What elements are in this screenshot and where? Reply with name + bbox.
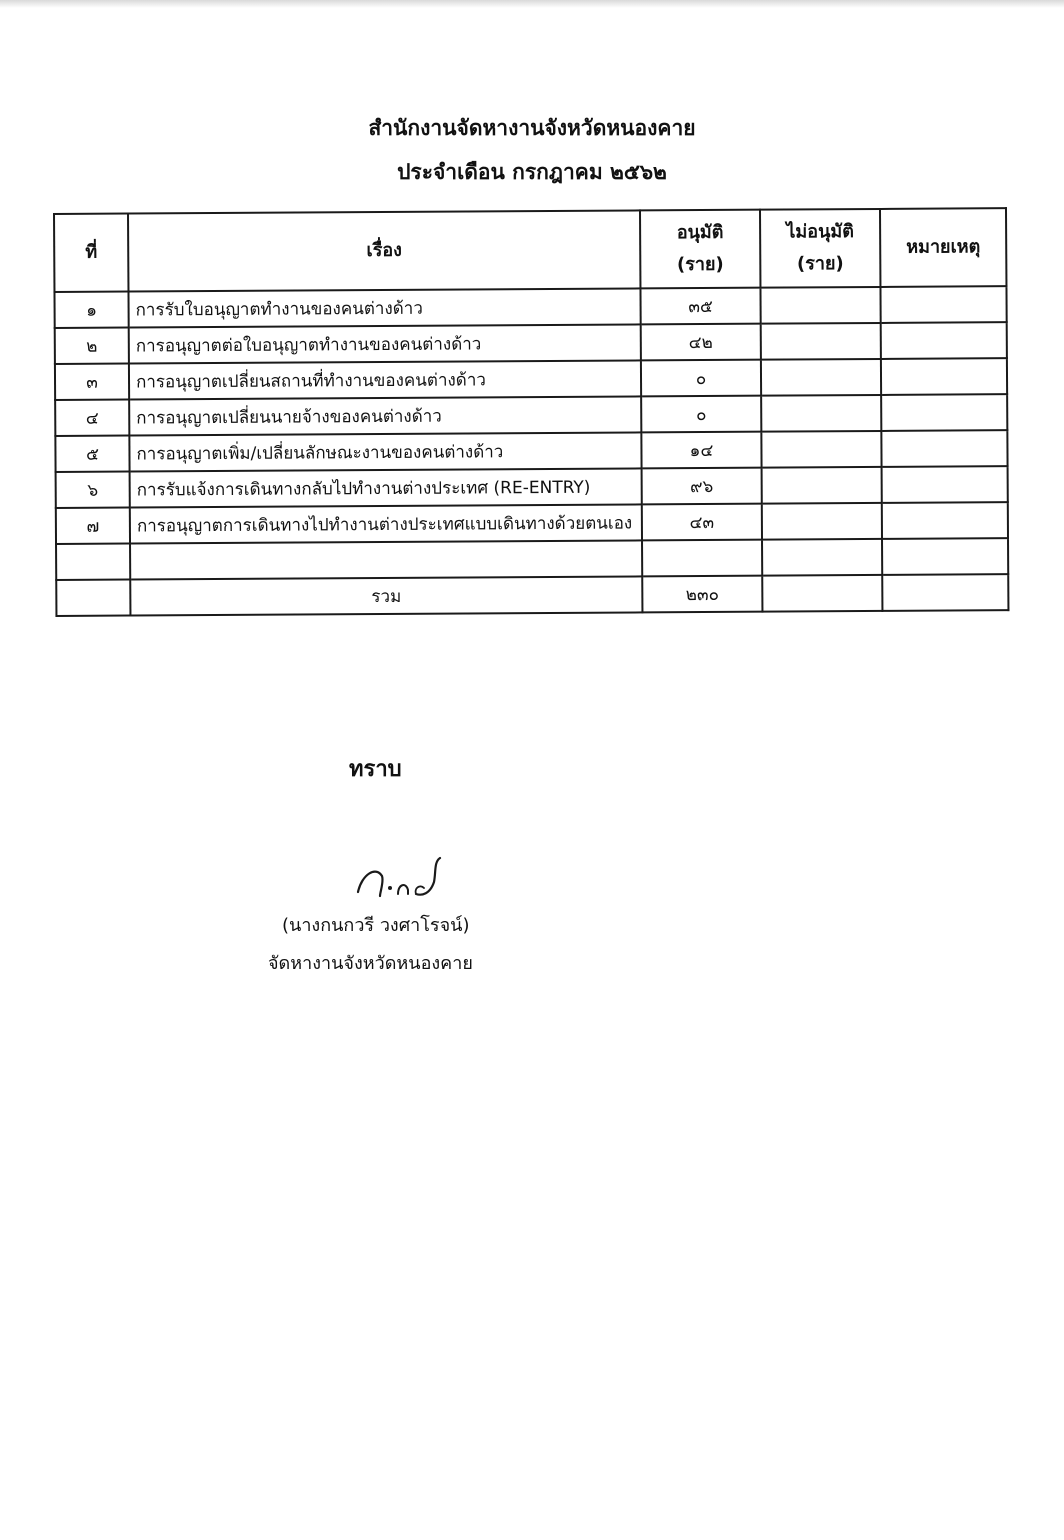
table-row — [56, 538, 1008, 580]
row-not-approved — [762, 467, 882, 504]
row-number: ๒ — [55, 328, 129, 364]
table-total-row — [56, 574, 1008, 616]
row-number: ๔ — [55, 400, 129, 436]
table-row — [55, 322, 1007, 364]
row-remark — [881, 358, 1007, 395]
row-not-approved — [761, 359, 881, 396]
column-header-no: ที่ — [54, 214, 128, 292]
row-not-approved — [761, 323, 881, 360]
row-approved: ๐ — [641, 360, 761, 397]
row-subject: การรับใบอนุญาตทำงานของคนต่างด้าว — [128, 288, 640, 327]
row-approved: ๓๕ — [640, 288, 760, 325]
row-approved: ๔๒ — [641, 324, 761, 361]
total-row-number — [56, 580, 130, 616]
total-label: รวม — [130, 576, 642, 615]
row-subject: การอนุญาตเพิ่ม/เปลี่ยนลักษณะงานของคนต่างด้าว — [129, 432, 641, 471]
table-row — [55, 358, 1007, 400]
table-row — [56, 502, 1008, 544]
total-approved: ๒๓๐ — [642, 576, 762, 613]
row-not-approved — [762, 539, 882, 576]
row-subject: การอนุญาตเปลี่ยนนายจ้างของคนต่างด้าว — [129, 396, 641, 435]
signer-name: (นางกนกวรี วงศาโรจน์) — [282, 915, 470, 936]
signer-position: จัดหางานจังหวัดหนองคาย — [268, 953, 473, 974]
row-remark — [881, 322, 1007, 359]
office-title: สำนักงานจัดหางานจังหวัดหนองคาย — [368, 116, 696, 140]
row-subject: การอนุญาตต่อใบอนุญาตทำงานของคนต่างด้าว — [129, 324, 641, 363]
row-not-approved — [761, 431, 881, 468]
table-row — [55, 394, 1007, 436]
row-subject: การอนุญาตเปลี่ยนสถานที่ทำงานของคนต่างด้าว — [129, 360, 641, 399]
row-subject — [130, 540, 642, 579]
column-header-not-approved: ไม่อนุมัติ (ราย) — [760, 209, 880, 288]
acknowledgement: ทราบ — [349, 757, 402, 782]
table-row — [54, 286, 1006, 328]
row-approved — [642, 540, 762, 577]
column-header-approved: อนุมัติ (ราย) — [640, 210, 760, 289]
table-header-row — [54, 208, 1006, 292]
row-approved: ๑๔ — [641, 432, 761, 469]
row-number: ๖ — [56, 472, 130, 508]
row-approved: ๐ — [641, 396, 761, 433]
row-number — [56, 544, 130, 580]
row-approved: ๔๓ — [642, 504, 762, 541]
report-table — [53, 207, 1009, 617]
row-remark — [882, 502, 1008, 539]
row-remark — [881, 430, 1007, 467]
row-not-approved — [760, 287, 880, 324]
row-number: ๗ — [56, 508, 130, 544]
row-subject: การรับแจ้งการเดินทางกลับไปทำงานต่างประเทศ (RE-ENTRY) — [130, 468, 642, 507]
row-number: ๕ — [55, 436, 129, 472]
row-subject: การอนุญาตการเดินทางไปทำงานต่างประเทศแบบเดินทางด้วยตนเอง — [130, 504, 642, 543]
report-period: ประจำเดือน กรกฎาคม ๒๕๖๒ — [397, 160, 667, 184]
row-number: ๑ — [54, 292, 128, 328]
row-not-approved — [761, 395, 881, 432]
row-not-approved — [762, 503, 882, 540]
column-header-remark: หมายเหตุ — [880, 208, 1006, 287]
row-remark — [882, 466, 1008, 503]
page-edge-shadow — [0, 0, 1064, 8]
total-not-approved — [762, 575, 882, 612]
total-remark — [882, 574, 1008, 611]
row-remark — [881, 394, 1007, 431]
row-remark — [880, 286, 1006, 323]
signature-image — [350, 852, 450, 908]
table-row — [56, 466, 1008, 508]
column-header-subject: เรื่อง — [128, 210, 640, 291]
row-remark — [882, 538, 1008, 575]
table-row — [55, 430, 1007, 472]
row-number: ๓ — [55, 364, 129, 400]
row-approved: ๙๖ — [642, 468, 762, 505]
